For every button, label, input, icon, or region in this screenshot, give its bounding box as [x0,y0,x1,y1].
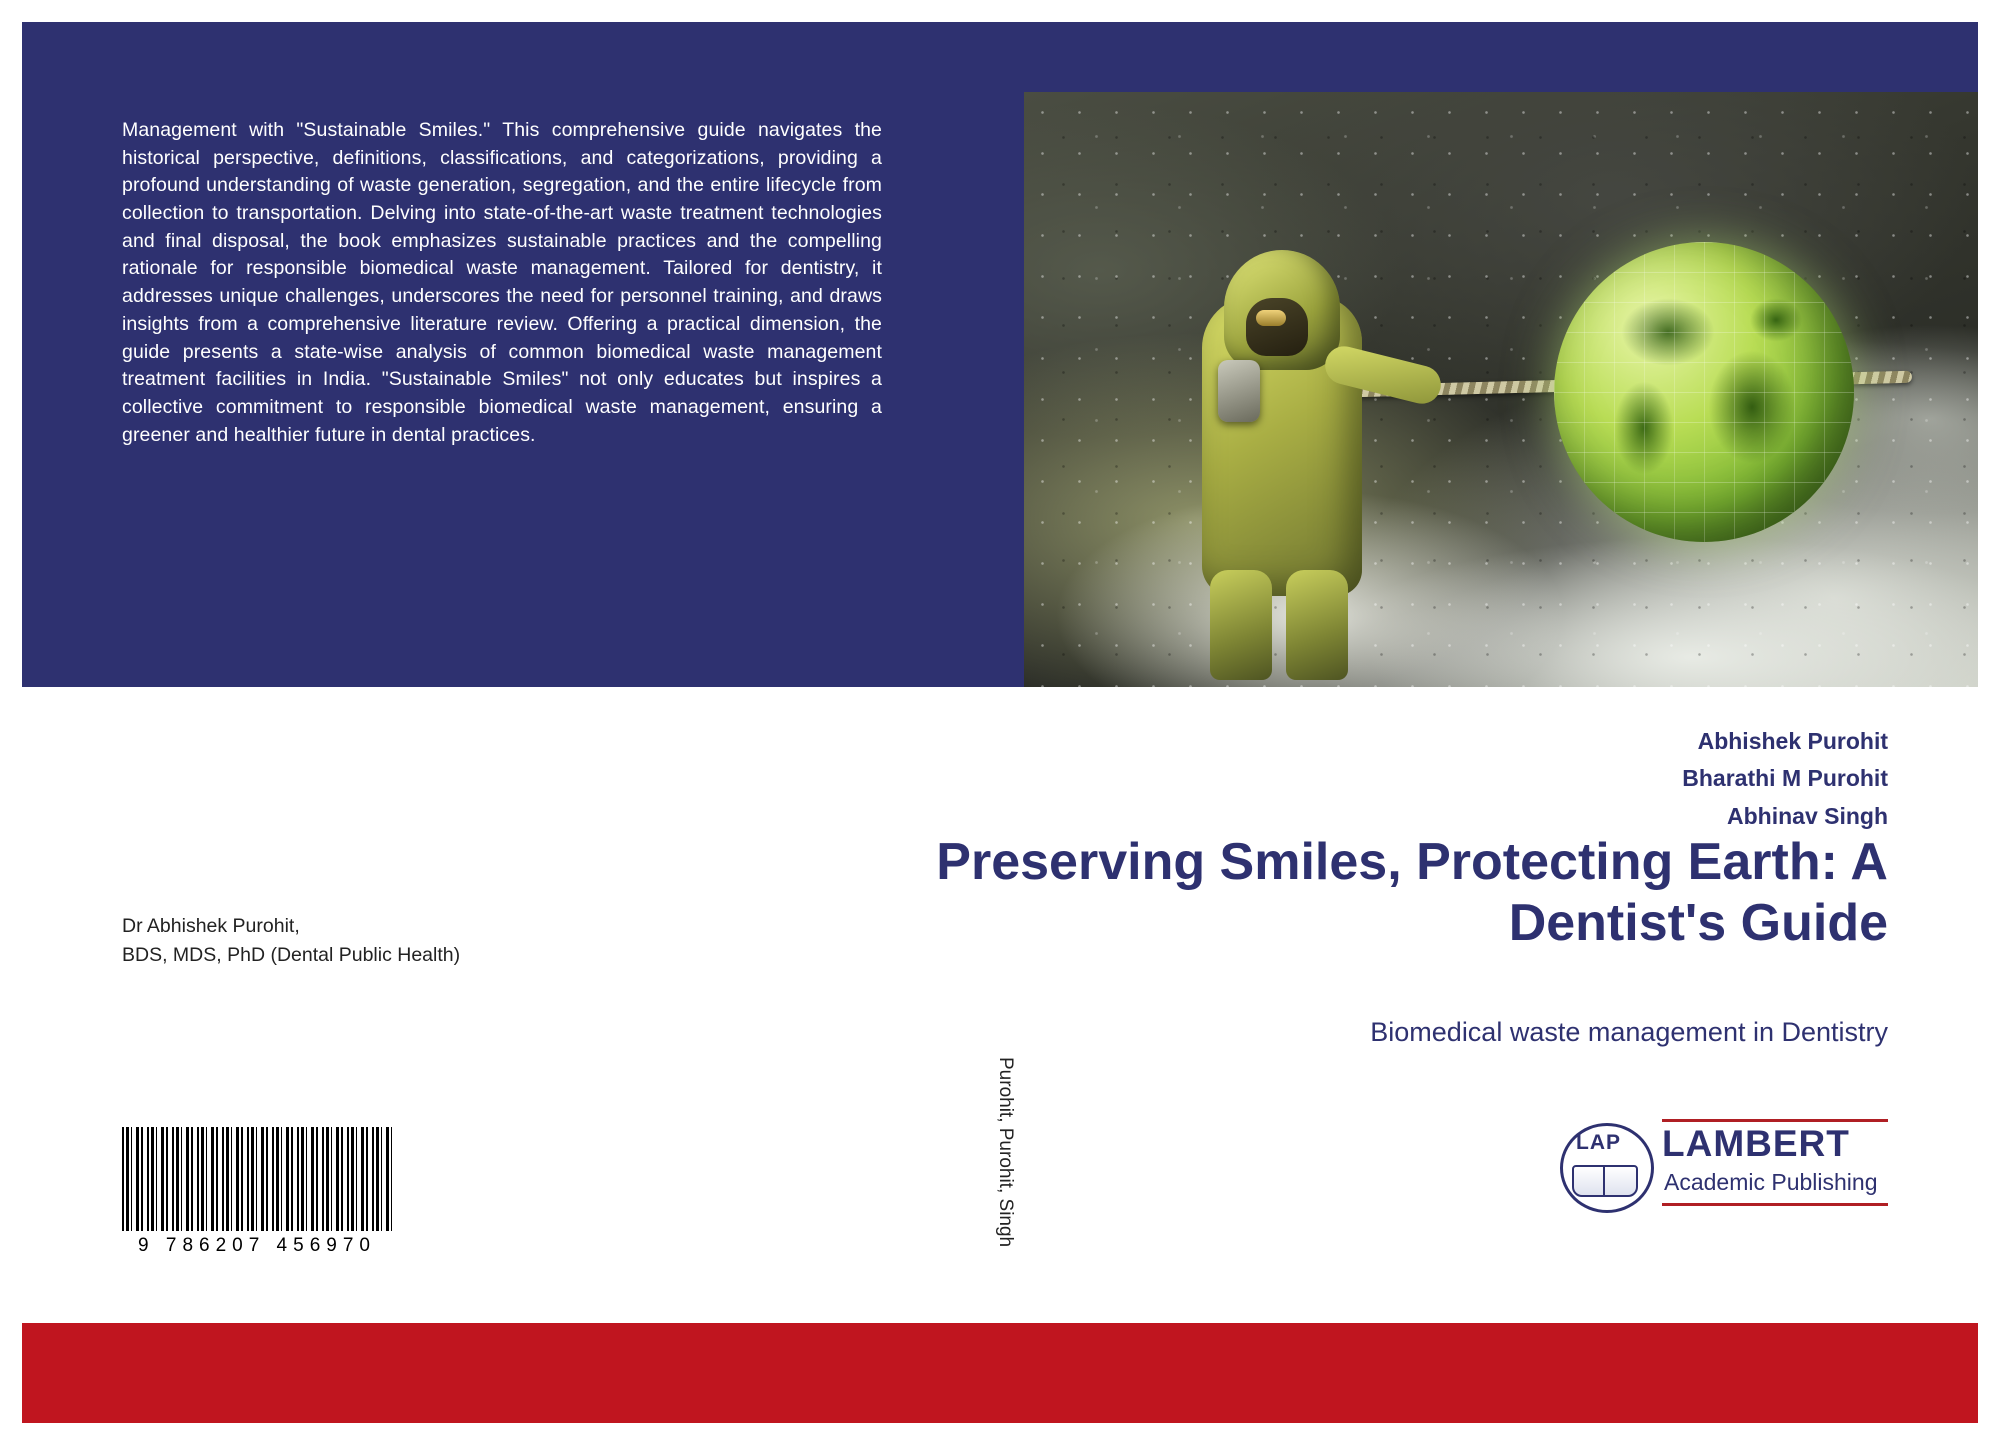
globe-gridlines [1554,242,1854,542]
publisher-tagline: Academic Publishing [1664,1169,1878,1195]
back-cover-blurb: Management with "Sustainable Smiles." This comprehensive guide navigates the historical perspective, definitions, classifications, and categorizations, providing a profound understanding of waste generation, segregation, and the entire lifecycle from collection to transportation. Delving into state-of-the-art waste treatment technologies and final disposal, the book emphasizes sustainable practices and the compelling rationale for responsible biomedical waste management. Tailored for dentistry, it addresses unique challenges, underscores the need for personnel training, and draws insights from a comprehensive literature review. Offering a practical dimension, the guide presents a state-wise analysis of common biomedical waste management treatment facilities in India. "Sustainable Smiles" not only educates but inspires a collective commitment to responsible biomedical waste management, ensuring a greener and healthier future in dental practices. [122,119,882,446]
publisher-logo [1558,1117,1888,1217]
green-globe-icon [1554,242,1854,542]
publisher-rule-top [1662,1119,1888,1122]
book-title: Preserving Smiles, Protecting Earth: A Dentist's Guide [936,833,1888,953]
publisher-logo-mark: LAP [1576,1131,1621,1154]
publisher-name: LAMBERT [1662,1123,1850,1164]
book-subtitle: Biomedical waste management in Dentistry [1370,1017,1888,1047]
hazmat-leg-right [1286,570,1348,680]
spine-author-text: Purohit, Purohit, Singh [995,1057,1016,1248]
open-book-icon [1572,1165,1638,1197]
cover-top-band [22,22,1978,687]
isbn-barcode [122,1127,392,1257]
barcode-number: 9 786207 456970 [138,1235,376,1256]
front-cover-authors [1682,723,1888,835]
back-cover-author-block [122,912,460,971]
author-2: Bharathi M Purohit [1682,765,1888,792]
publisher-rule-bottom [1662,1203,1888,1206]
barcode-bars [122,1127,392,1231]
cover-artwork [1024,92,1978,687]
air-canister-icon [1218,360,1260,422]
cover-bottom-band [22,1323,1978,1423]
author-3: Abhinav Singh [1727,802,1888,829]
hazmat-leg-left [1210,570,1272,680]
author-1: Abhishek Purohit [1697,728,1888,754]
back-cover-author-credentials: BDS, MDS, PhD (Dental Public Health) [122,944,461,967]
gas-mask-icon [1246,298,1308,356]
back-cover-author-name: Dr Abhishek Purohit, [122,915,300,937]
publisher-book-icon [1558,1123,1650,1209]
cover-middle-area [22,687,1978,1323]
hazmat-worker-icon [1174,210,1404,680]
